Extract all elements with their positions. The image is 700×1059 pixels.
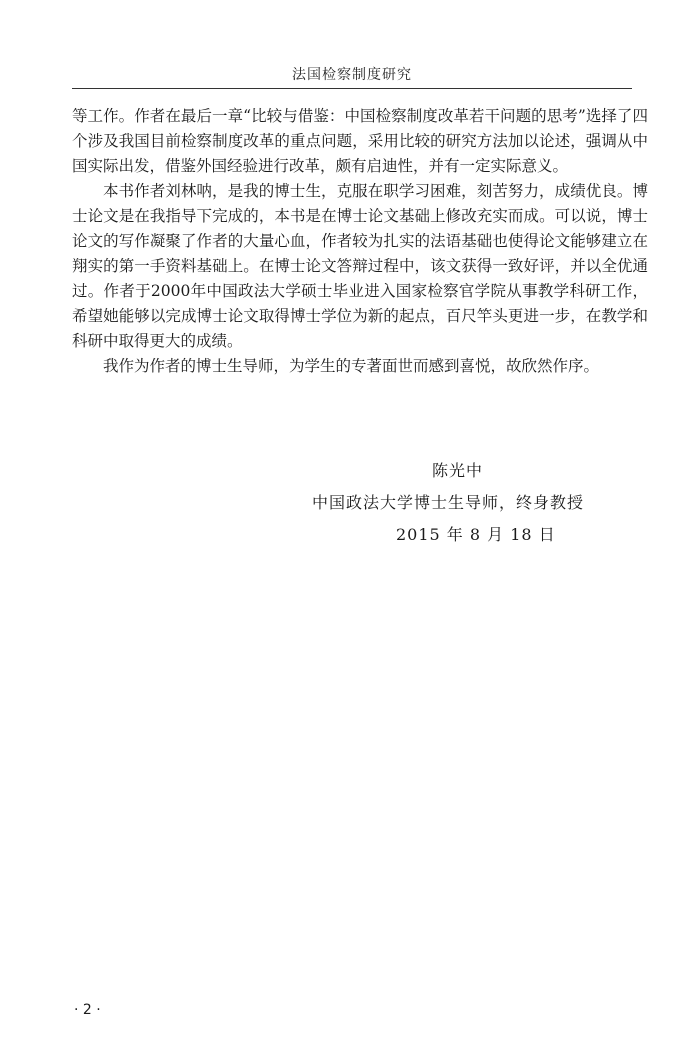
- running-header-title: 法国检察制度研究: [292, 67, 412, 83]
- paragraph-1: 等工作。作者在最后一章“比较与借鉴：中国检察制度改革若干问题的思考”选择了四个涉及我国目前检察制度改革的重点问题，采用比较的研究方法加以论述，强调从中国实际出发，借鉴外国经验进行改革，颇有启迪性，并有一定实际意义。: [72, 107, 648, 175]
- signature-title: 中国政法大学博士生导师，终身教授: [312, 493, 585, 512]
- page-number: · 2 ·: [74, 1002, 101, 1018]
- paragraph-2: 本书作者刘林呐，是我的博士生，克服在职学习困难，刻苦努力，成绩优良。博士论文是在我指导下完成的，本书是在博士论文基础上修改充实而成。可以说，博士论文的写作凝聚了作者的大量心血，作者较为扎实的法语基础也使得论文能够建立在翔实的第一手资料基础上。在博士论文答辩过程中，该文获得一致好评，并以全优通过。作者于2000年中国政法大学硕士毕业进入国家检察官学院从事教学科研工作，希望她能够以完成博士论文取得博士学位为新的起点，百尺竿头更进一步，在教学和科研中取得更大的成绩。: [72, 182, 648, 350]
- header-divider: [72, 88, 632, 89]
- signature-date: 2015 年 8 月 18 日: [396, 525, 556, 544]
- preface-body: [72, 104, 648, 379]
- signature-name: 陈光中: [432, 461, 484, 480]
- paragraph-3: 我作为作者的博士生导师，为学生的专著面世而感到喜悦，故欣然作序。: [103, 357, 600, 375]
